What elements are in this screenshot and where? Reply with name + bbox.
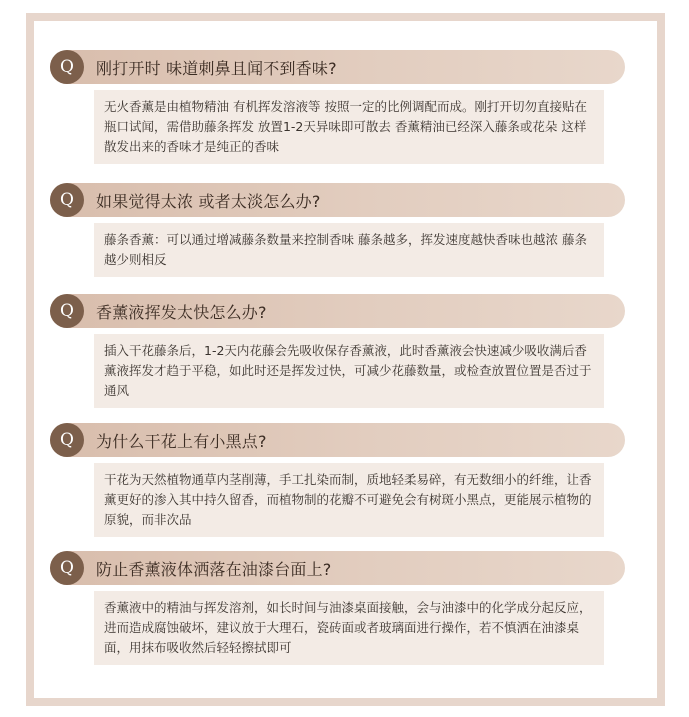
question-text: 刚打开时 味道刺鼻且闻不到香味? bbox=[96, 58, 337, 78]
faq-item-3 bbox=[50, 294, 625, 408]
faq-item-2 bbox=[50, 183, 625, 277]
q-badge: Q bbox=[50, 183, 84, 217]
faq-item-4 bbox=[50, 423, 625, 537]
question-bar bbox=[50, 183, 625, 217]
question-bar bbox=[50, 50, 625, 84]
question-text: 如果觉得太浓 或者太淡怎么办? bbox=[96, 191, 321, 211]
answer-text: 插入干花藤条后，1-2天内花藤会先吸收保存香薰液，此时香薰液会快速减少吸收满后香薰液挥发才趋于平稳，如此时还是挥发过快，可减少花藤数量，或检查放置位置是否过于通风 bbox=[94, 334, 604, 408]
q-badge: Q bbox=[50, 423, 84, 457]
q-badge: Q bbox=[50, 551, 84, 585]
answer-text: 无火香薰是由植物精油 有机挥发溶液等 按照一定的比例调配而成。刚打开切勿直接贴在瓶口试闻，需借助藤条挥发 放置1-2天异味即可散去 香薰精油已经深入藤条或花朵 这样散发出来的香味才是纯正的香味 bbox=[94, 90, 604, 164]
question-bar bbox=[50, 423, 625, 457]
faq-item-1 bbox=[50, 50, 625, 164]
answer-text: 干花为天然植物通草内茎削薄，手工扎染而制，质地轻柔易碎，有无数细小的纤维，让香薰更好的渗入其中持久留香，而植物制的花瓣不可避免会有树斑小黑点，更能展示植物的原貌，而非次品 bbox=[94, 463, 604, 537]
q-badge: Q bbox=[50, 50, 84, 84]
question-text: 为什么干花上有小黑点? bbox=[96, 431, 267, 451]
answer-text: 藤条香薰：可以通过增减藤条数量来控制香味 藤条越多，挥发速度越快香味也越浓 藤条越少则相反 bbox=[94, 223, 604, 277]
q-badge: Q bbox=[50, 294, 84, 328]
question-bar bbox=[50, 294, 625, 328]
question-bar bbox=[50, 551, 625, 585]
answer-text: 香薰液中的精油与挥发溶剂，如长时间与油漆桌面接触，会与油漆中的化学成分起反应，进而造成腐蚀破坏，建议放于大理石，瓷砖面或者玻璃面进行操作，若不慎洒在油漆桌面，用抹布吸收然后轻轻擦拭即可 bbox=[94, 591, 604, 665]
question-text: 香薰液挥发太快怎么办? bbox=[96, 302, 267, 322]
faq-item-5 bbox=[50, 551, 625, 665]
question-text: 防止香薰液体洒落在油漆台面上? bbox=[96, 559, 332, 579]
